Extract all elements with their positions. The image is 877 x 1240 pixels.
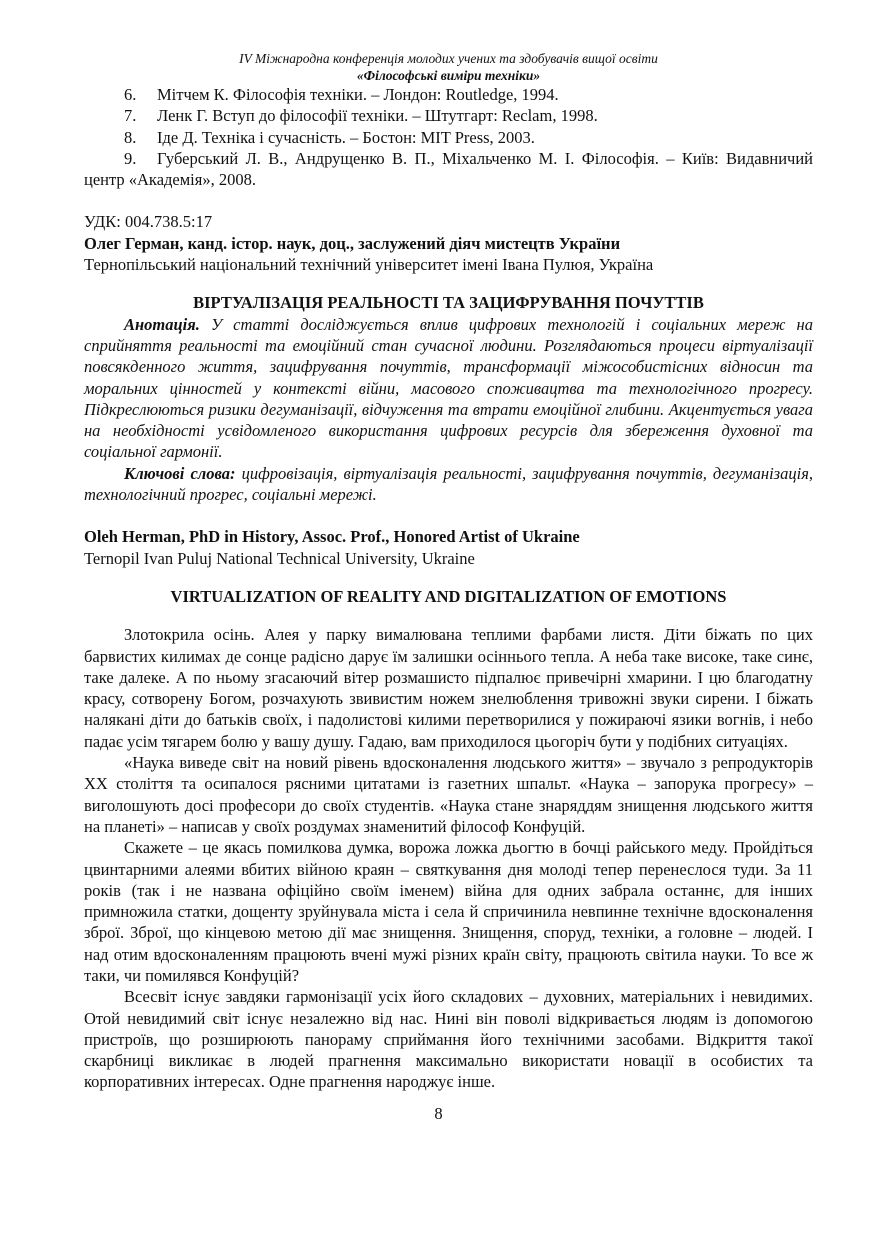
reference-item: 6. Мітчем К. Філософія техніки. – Лондон: Routledge, 1994.: [124, 85, 559, 104]
article-body: [84, 624, 813, 1093]
article-title-en: VIRTUALIZATION OF REALITY AND DIGITALIZATION OF EMOTIONS: [170, 586, 727, 606]
page-number: 8: [434, 1104, 443, 1123]
keywords: [84, 463, 813, 506]
reference-list: [84, 84, 813, 190]
body-paragraph: Злотокрила осінь. Алея у парку вималювана теплими фарбами листя. Діти біжать по цих барвистих килимах де сонце радісно дарує їм залишки осіннього тепла. А неба таке високе, таке синє, таке далеке. А по ньому згасаючий вітер розмашисто підпалює привечірні хмарини. І цю благодатну красу, сотворену Богом, розчахують звивистим ножем знелюблення тривожні звуки сирени. І біжать налякані діти до батьків своїх, і падолистові килими перетворилися у пожираючі язики вогнів, і небо падає усім тягарем болю у вашу душу. Гадаю, вам приходилося цьогоріч бути у подібних ситуаціях.: [84, 625, 813, 751]
keywords-text: цифровізація, віртуалізація реальності, зацифрування почуттів, дегуманізація, технологічний прогрес, соціальні мережі.: [84, 463, 813, 505]
author-name-ua: Олег Герман, канд. істор. наук, доц., заслужений діяч мистецтв України: [84, 233, 621, 253]
body-paragraph: «Наука виведе світ на новий рівень вдосконалення людського життя» – звучало з репродукторів ХХ століття та осипалося рясними цитатами із газетних шпальт. «Наука – запорука прогресу» – виголошують досі професори до своїх студентів. «Наука стане знаряддям знищення людського життя на планеті» – написав у своїх роздумах знаменитий філософ Конфуцій.: [84, 753, 813, 836]
conference-subtitle: «Філософські виміри техніки»: [356, 68, 541, 83]
abstract-text: У статті досліджується вплив цифрових технологій і соціальних мереж на сприйняття реальності та емоційний стан сучасної людини. Розглядаються процеси віртуалізації повсякденного життя, зацифрування почуттів, трансформації міжособистісних відносин та моральних цінностей у контексті війни, масового споживацтва та технологічного прогресу. Підкреслюються ризики дегуманізації, відчуження та втрати емоційної глибини. Акцентується увага на необхідності усвідомленого використання цифрових ресурсів для збереження духовної та соціальної гармонії.: [84, 314, 813, 462]
reference-item: 9. Губерський Л. В., Андрущенко В. П., Міхальченко М. І. Філософія. – Київ: Видавничий центр «Академія», 2008.: [84, 148, 813, 190]
body-paragraph: Скажете – це якась помилкова думка, ворожа ложка дьогтю в бочці райського меду. Пройдіться цвинтарними алеями вбитих війною краян – святкування дня молоді тепер перенеслося туди. За 11 років (так і не названа офіційно своїм іменем) війна для одних забрала останнє, для інших примножила статки, дощенту зруйнувала міста і села й спричинила невпинне технічне вдосконалення зброї. Зброї, що кінцевою метою дії має знищення. Знищення, споруд, техніки, а головне – людей. І над отим вдосконаленням працюють вчені мужі різних країн світу, працюють світила науки. То все ж таки, чи помилявся Конфуцій?: [84, 838, 813, 985]
article-title-ua: ВІРТУАЛІЗАЦІЯ РЕАЛЬНОСТІ ТА ЗАЦИФРУВАННЯ ПОЧУТТІВ: [193, 293, 704, 313]
body-paragraph: Всесвіт існує завдяки гармонізації усіх його складових – духовних, матеріальних і невидимих. Отой невидимий світ існує незалежно від нас. Нині він поволі відкривається людям із допомогою пристроїв, що розширюють панораму сприймання його технічними засобами. Відкриття такої скарбниці викликає в людей прагнення максимально використати новації в особистих та корпоративних інтересах. Одне прагнення народжує інше.: [84, 987, 813, 1092]
abstract: [84, 314, 813, 463]
udc-code: УДК: 004.738.5:17: [84, 212, 213, 232]
author-name-en: Oleh Herman, PhD in History, Assoc. Prof., Honored Artist of Ukraine: [84, 527, 580, 547]
page: [84, 50, 813, 1093]
running-header: [84, 50, 813, 84]
author-affiliation-en: Ternopil Ivan Puluj National Technical University, Ukraine: [84, 548, 475, 568]
conference-name: IV Міжнародна конференція молодих учених та здобувачів вищої освіти: [239, 51, 658, 66]
author-affiliation-ua: Тернопільський національний технічний університет імені Івана Пулюя, Україна: [84, 255, 654, 275]
reference-item: 7. Ленк Г. Вступ до філософії техніки. – Штутгарт: Reclam, 1998.: [124, 106, 598, 126]
abstract-label: Анотація.: [124, 314, 200, 334]
reference-item: 8. Іде Д. Техніка і сучасність. – Бостон: MIT Press, 2003.: [124, 127, 535, 147]
keywords-label: Ключові слова:: [124, 463, 236, 483]
